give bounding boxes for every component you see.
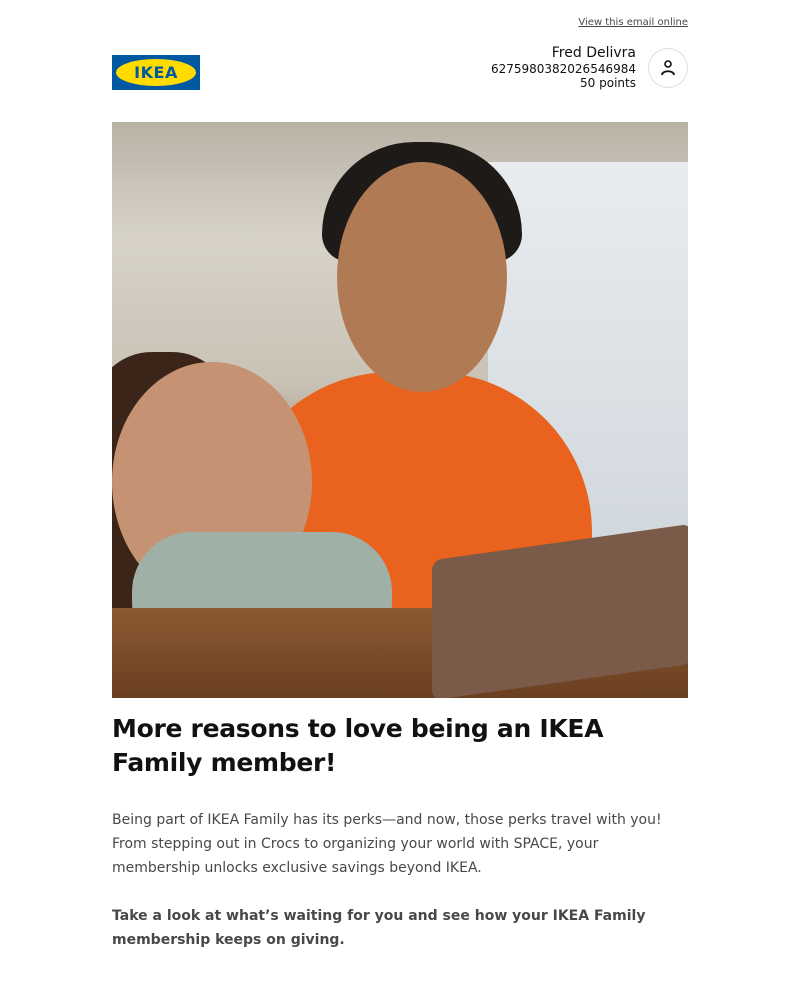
logo-text: IKEA — [134, 63, 178, 82]
member-number: 6275980382026546984 — [490, 62, 636, 76]
head-shape — [337, 162, 507, 392]
ikea-logo[interactable] — [112, 55, 200, 90]
user-info — [491, 45, 636, 90]
user-name: Fred Delivra — [551, 45, 636, 61]
view-online-link[interactable]: View this email online — [578, 17, 688, 28]
points-balance: 50 points — [580, 76, 636, 90]
user-icon — [659, 59, 677, 77]
headline: More reasons to love being an IKEA Family member! — [112, 714, 604, 777]
body-paragraph: Being part of IKEA Family has its perks—and now, those perks travel with you! From stepping out in Crocs to organizing your world with SPACE, your membership unlocks exclusive savings beyond IKEA. — [112, 812, 662, 876]
cta-paragraph: Take a look at what’s waiting for you and see how your IKEA Family membership keeps on giving. — [112, 908, 646, 948]
profile-button[interactable] — [648, 48, 688, 88]
hero-image[interactable] — [112, 122, 688, 698]
